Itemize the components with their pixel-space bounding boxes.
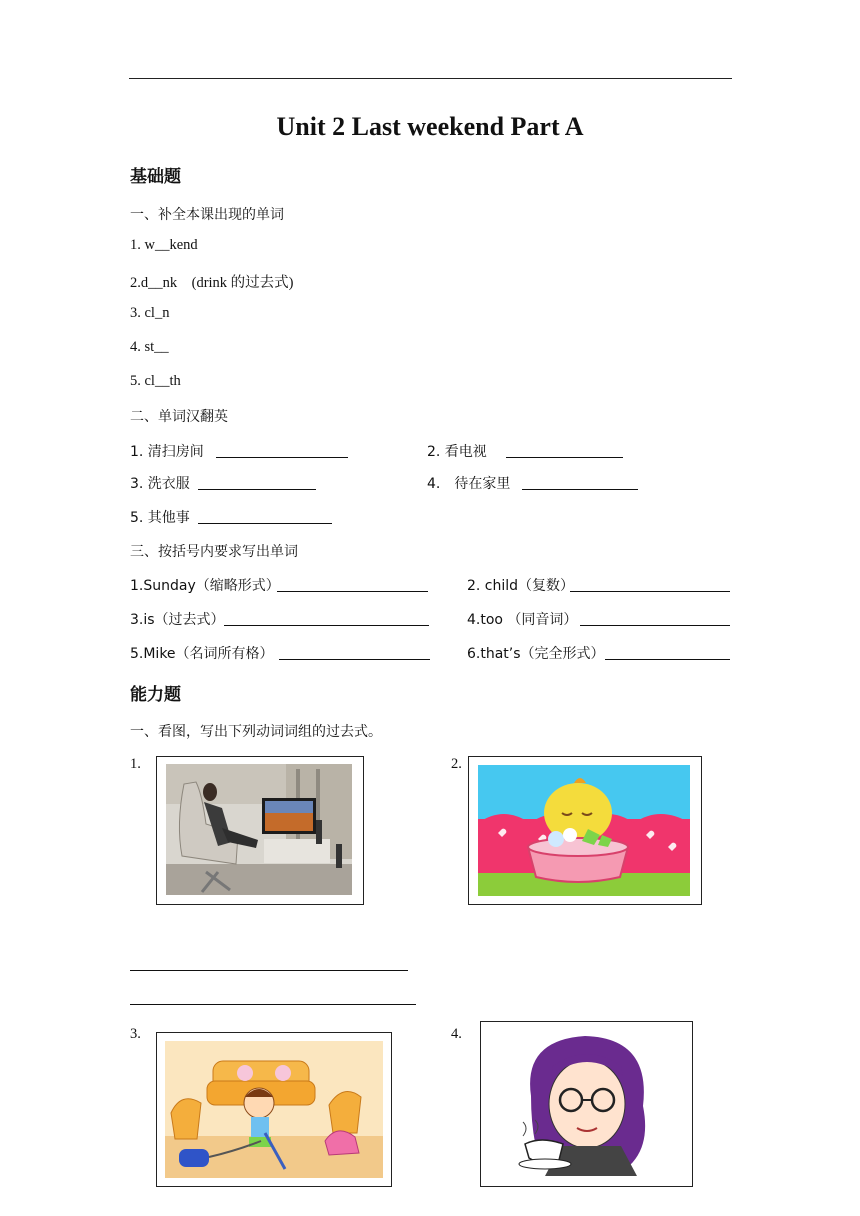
woman-drinking-tea-cartoon-icon (501, 1026, 673, 1182)
part3-item: 1.Sunday（缩略形式） (130, 578, 280, 594)
man-watching-tv-icon (166, 764, 352, 895)
part2-item: 2. 看电视 (427, 444, 487, 460)
picture-frame (156, 756, 364, 905)
header-rule (129, 78, 732, 79)
part3-heading: 三、按括号内要求写出单词 (130, 544, 298, 560)
section-basic-heading: 基础题 (130, 167, 181, 187)
part2-heading: 二、单词汉翻英 (130, 409, 228, 425)
part2-item: 5. 其他事 (130, 510, 190, 526)
picture-label: 2. (451, 756, 462, 772)
section-ability-heading: 能力题 (130, 685, 181, 705)
part3-item: 5.Mike（名词所有格） (130, 646, 274, 662)
picture-frame (480, 1021, 693, 1187)
answer-line[interactable] (279, 659, 430, 660)
part2-item: 3. 洗衣服 (130, 476, 190, 492)
picture-label: 4. (451, 1026, 462, 1042)
part2-item: 4. 待在家里 (427, 476, 511, 492)
answer-line[interactable] (198, 523, 332, 524)
washing-clothes-cartoon-icon (478, 765, 690, 896)
part1-item: 4. st__ (130, 339, 169, 355)
part2-item: 1. 清扫房间 (130, 444, 204, 460)
girl-vacuuming-cartoon-icon (165, 1041, 383, 1178)
answer-line[interactable] (506, 457, 623, 458)
answer-line[interactable] (277, 591, 428, 592)
picture-label: 1. (130, 756, 141, 772)
part1-item: 3. cl_n (130, 305, 170, 321)
answer-line[interactable] (224, 625, 429, 626)
answer-line[interactable] (130, 1004, 416, 1005)
page-title: Unit 2 Last weekend Part A (276, 112, 584, 141)
part1-item: 2.d__nk (drink 的过去式) (130, 275, 294, 291)
picture-frame (468, 756, 702, 905)
part3-item: 4.too （同音词） (467, 612, 578, 628)
part3-item: 3.is（过去式） (130, 612, 225, 628)
part1-item: 5. cl__th (130, 373, 181, 389)
answer-line[interactable] (522, 489, 638, 490)
answer-line[interactable] (216, 457, 348, 458)
picture-frame (156, 1032, 392, 1187)
part1-item: 1. w__kend (130, 237, 198, 253)
answer-line[interactable] (605, 659, 730, 660)
answer-line[interactable] (130, 970, 408, 971)
answer-line[interactable] (198, 489, 316, 490)
picture-label: 3. (130, 1026, 141, 1042)
answer-line[interactable] (570, 591, 730, 592)
part3-item: 6.that’s（完全形式） (467, 646, 605, 662)
answer-line[interactable] (580, 625, 730, 626)
ability-heading: 一、看图，写出下列动词词组的过去式。 (130, 724, 382, 740)
part1-heading: 一、补全本课出现的单词 (130, 207, 284, 223)
part3-item: 2. child（复数） (467, 578, 575, 594)
